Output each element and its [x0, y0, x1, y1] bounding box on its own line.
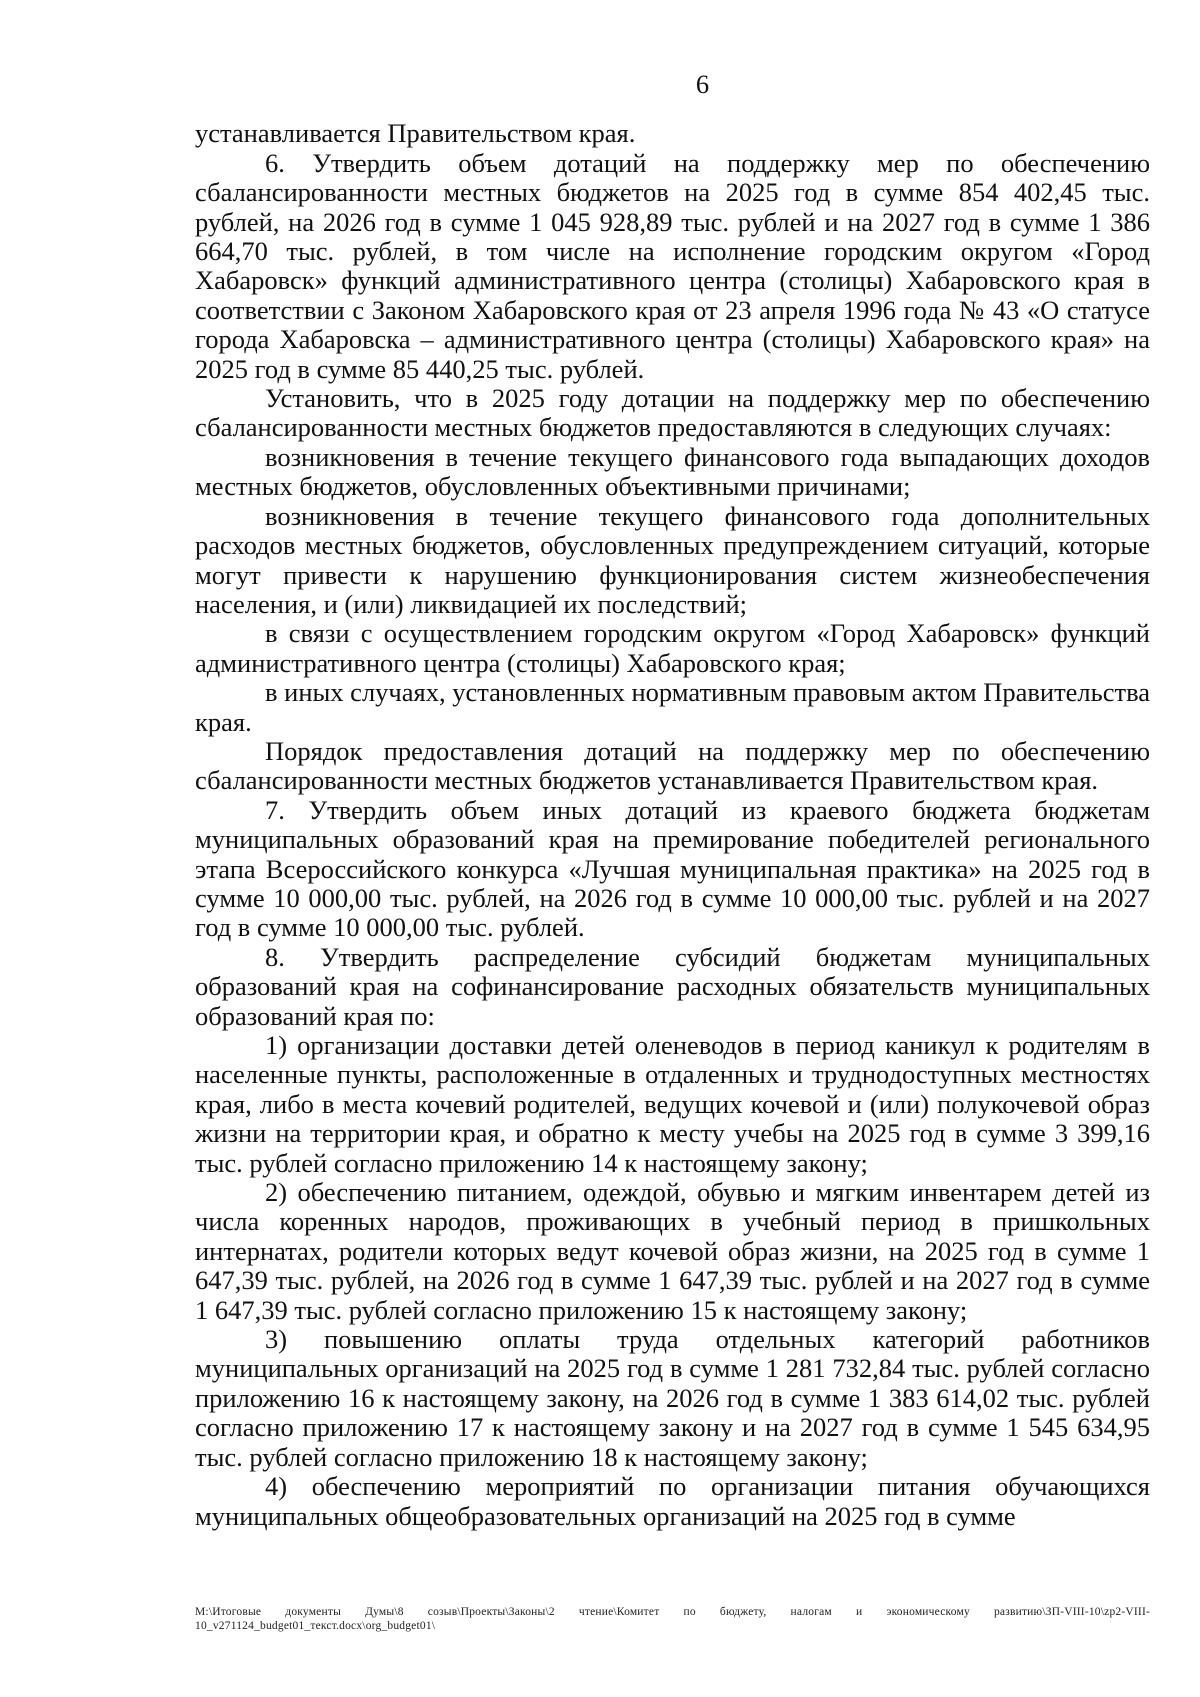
paragraph-subitem-1: 1) организации доставки детей оленеводов в период каникул к родителям в населенные пункты, расположенные в отдаленных и труднодоступных местностях края, либо в места кочевий родителей, ведущих кочевой и (или) полукочевой образ жизни на территории края, и обратно к месту учебы на 2025 год в сумме 3 399,16 тыс. рублей согласно приложению 14 к настоящему закону; [195, 1030, 1150, 1178]
paragraph-procedure: Порядок предоставления дотаций на поддержку мер по обеспечению сбалансированности местных бюджетов устанавливается Правительством края. [195, 735, 1150, 796]
paragraph-item-6: 6. Утвердить объем дотаций на поддержку мер по обеспечению сбалансированности местных бюджетов на 2025 год в сумме 854 402,45 тыс. рублей, на 2026 год в сумме 1 045 928,89 тыс. рублей и на 2027 год в сумме 1 386 664,70 тыс. рублей, в том числе на исполнение городским округом «Город Хабаровск» функций административного центра (столицы) Хабаровского края в соответствии с Законом Хабаровского края от 23 апреля 1996 года № 43 «О статусе города Хабаровска – административного центра (столицы) Хабаровского края» на 2025 год в сумме 85 440,25 тыс. рублей. [195, 147, 1150, 384]
paragraph-case-lost-revenue: возникновения в течение текущего финансового года выпадающих доходов местных бюджетов, обусловленных объективными причинами; [195, 441, 1150, 502]
paragraph-case-additional-expenses: возникновения в течение текущего финансового года дополнительных расходов местных бюджетов, обусловленных предупреждением ситуаций, которые могут привести к нарушению функционирования систем жизнеобеспечения населения, и (или) ликвидацией их последствий; [195, 500, 1150, 619]
paragraph-subitem-4: 4) обеспечению мероприятий по организации питания обучающихся муниципальных общеобразовательных организаций на 2025 год в сумме [195, 1471, 1150, 1531]
paragraph-case-capital-functions: в связи с осуществлением городским округом «Город Хабаровск» функций административного центра (столицы) Хабаровского края; [195, 618, 1150, 678]
paragraph-continuation: устанавливается Правительством края. [195, 118, 636, 149]
paragraph-establish-cases: Установить, что в 2025 году дотации на поддержку мер по обеспечению сбалансированности местных бюджетов предоставляются в следующих случаях: [195, 383, 1150, 443]
paragraph-item-7: 7. Утвердить объем иных дотаций из краевого бюджета бюджетам муниципальных образований края на премирование победителей регионального этапа Всероссийского конкурса «Лучшая муниципальная практика» на 2025 год в сумме 10 000,00 тыс. рублей, на 2026 год в сумме 10 000,00 тыс. рублей и на 2027 год в сумме 10 000,00 тыс. рублей. [195, 794, 1150, 943]
document-page [195, 70, 1150, 1531]
footer-file-path: М:\Итоговые документы Думы\8 созыв\Проекты\Законы\2 чтение\Комитет по бюджету, налогам и экономическому развитию\ЗП-VIII-10\zp2-VIII-10_v271124_budget01_текст.docx\org_budget01\ [195, 1606, 1150, 1632]
page-number: 6 [695, 69, 710, 99]
paragraph-case-other: в иных случаях, установленных нормативным правовым актом Правительства края. [195, 677, 1151, 737]
paragraph-subitem-3: 3) повышению оплаты труда отдельных категорий работников муниципальных организаций на 2025 год в сумме 1 281 732,84 тыс. рублей согласно приложению 16 к настоящему закону, на 2026 год в сумме 1 383 614,02 тыс. рублей согласно приложению 17 к настоящему закону и на 2027 год в сумме 1 545 634,95 тыс. рублей согласно приложению 18 к настоящему закону; [195, 1324, 1150, 1472]
paragraph-subitem-2: 2) обеспечению питанием, одеждой, обувью и мягким инвентарем детей из числа коренных народов, проживающих в учебный период в пришкольных интернатах, родители которых ведут кочевой образ жизни, на 2025 год в сумме 1 647,39 тыс. рублей, на 2026 год в сумме 1 647,39 тыс. рублей и на 2027 год в сумме 1 647,39 тыс. рублей согласно приложению 15 к настоящему закону; [195, 1177, 1150, 1325]
paragraph-item-8: 8. Утвердить распределение субсидий бюджетам муниципальных образований края на софинансирование расходных обязательств муниципальных образований края по: [195, 941, 1150, 1031]
